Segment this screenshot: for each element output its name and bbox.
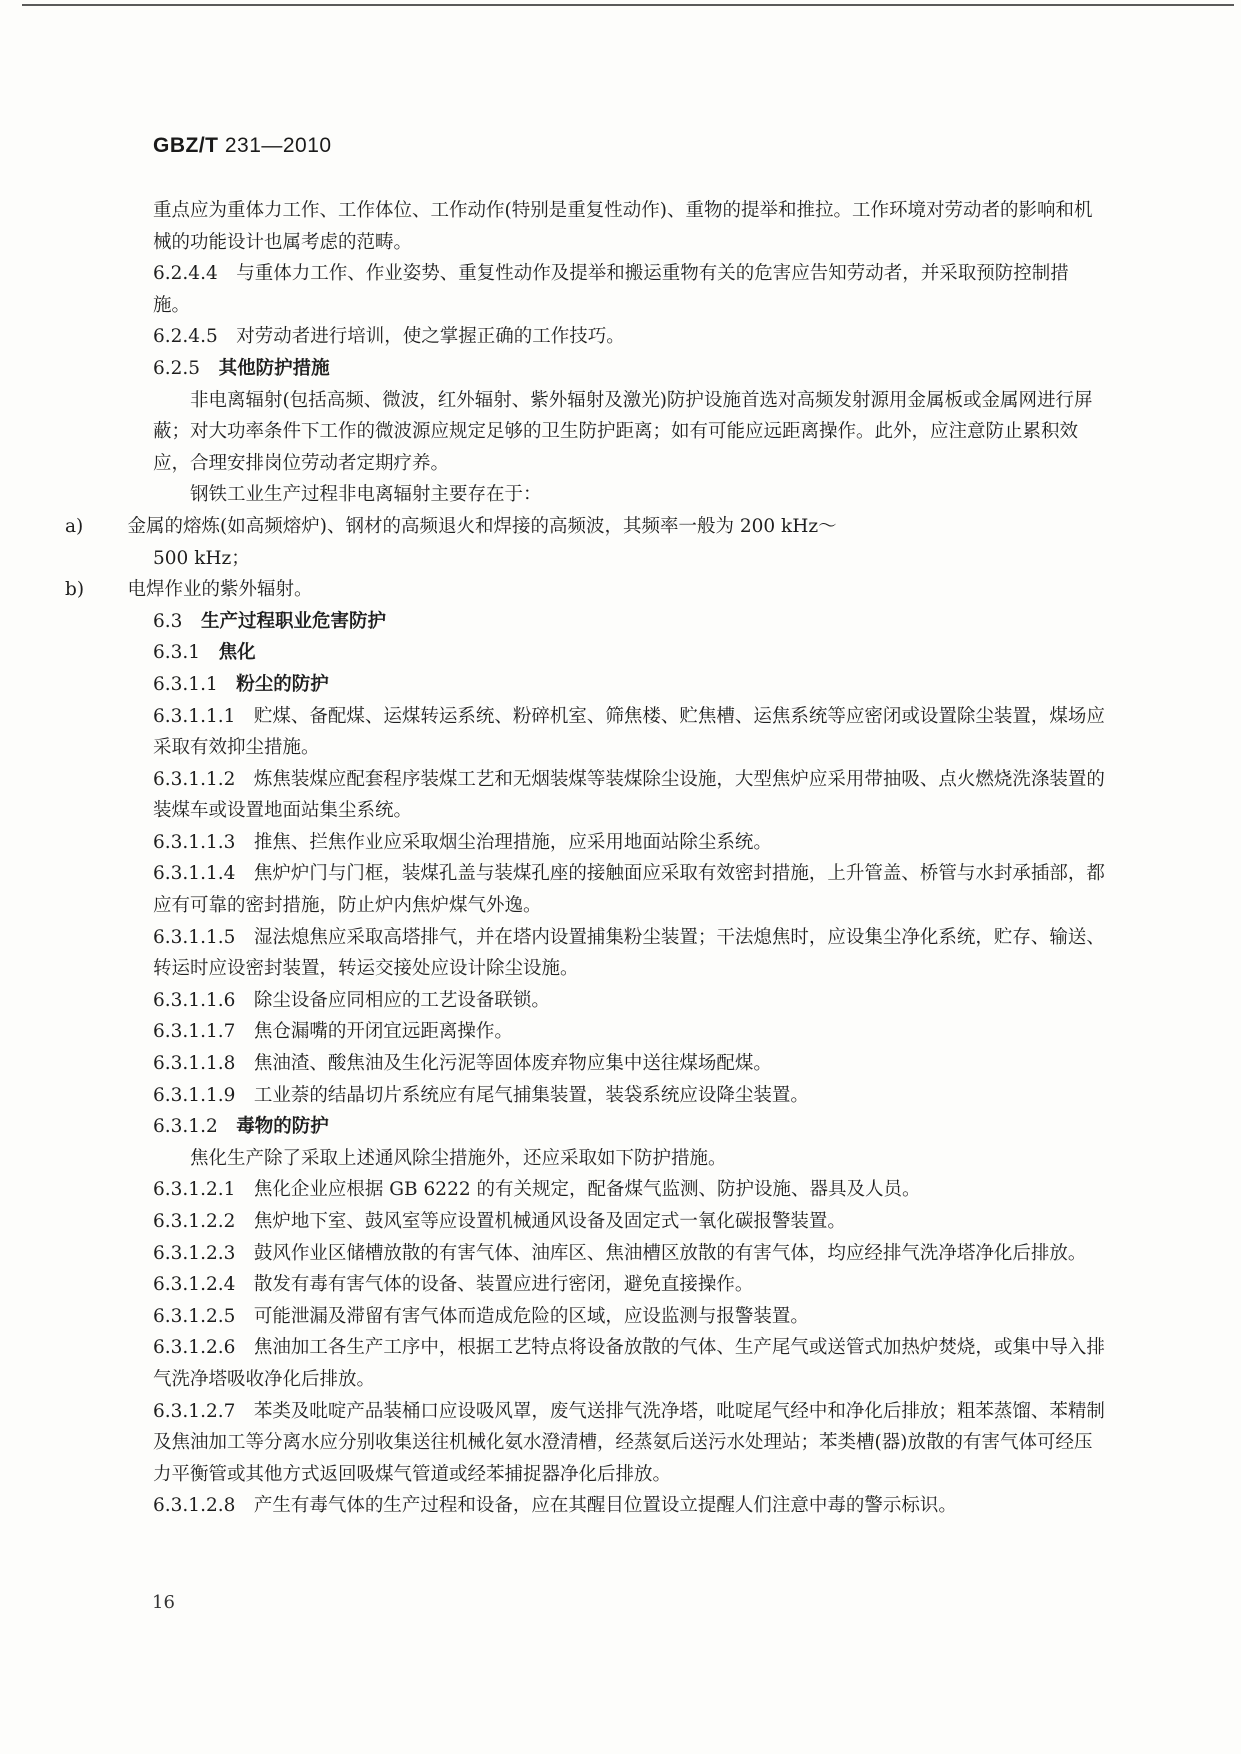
document-body [65,195,1105,1522]
heading-6-3-1-2 [153,1111,1105,1143]
paragraph-non-ionizing-radiation [153,385,1105,480]
clause-number: 6.3.1.1.8 [153,1053,236,1075]
clause-text: 散发有毒有害气体的设备、装置应进行密闭，避免直接操作。 [253,1274,754,1296]
top-rule [22,4,1234,6]
paragraph-text: 非电离辐射(包括高频、微波，红外辐射、紫外辐射及激光)防护设施首选对高频发射源用金属板或金属网进行屏蔽；对大功率条件下工作的微波源应规定足够的卫生防护距离；如有可能应远距离操作。此外，应注意防止累积效应，合理安排岗位劳动者定期疗养。 [153,389,1093,474]
clause-text: 焦炉地下室、鼓风室等应设置机械通风设备及固定式一氧化碳报警装置。 [253,1211,846,1232]
clause-text: 焦油渣、酸焦油及生化污泥等固体废弃物应集中送往煤场配煤。 [253,1053,772,1075]
paragraph-text: 重点应为重体力工作、工作体位、工作动作(特别是重复性动作)、重物的提举和推拉。工作环境对劳动者的影响和机械的功能设计也属考虑的范畴。 [153,200,1093,253]
heading-text: 生产过程职业危害防护 [200,610,386,632]
clause-number: 6.3.1.1.5 [153,926,236,948]
heading-text: 毒物的防护 [236,1116,329,1138]
clause-6-3-1-1-2 [153,764,1105,827]
clause-number: 6.3.1.1 [153,673,218,695]
clause-text: 贮煤、备配煤、运煤转运系统、粉碎机室、筛焦楼、贮焦槽、运焦系统等应密闭或设置除尘装置，煤场应采取有效抑尘措施。 [153,705,1105,759]
paragraph-text: 钢铁工业生产过程非电离辐射主要存在于： [190,484,542,506]
clause-number: 6.3.1.2.8 [153,1495,236,1517]
clause-6-3-1-2-7 [153,1396,1105,1491]
clause-number: 6.2.5 [153,357,201,379]
heading-6-3-1 [153,637,1105,669]
clause-text: 工业萘的结晶切片系统应有尾气捕集装置，装袋系统应设降尘装置。 [253,1084,809,1106]
clause-6-2-4-5 [153,321,1105,353]
clause-6-3-1-2-8 [153,1490,1105,1522]
list-item-b: b) 电焊作业的紫外辐射。 [65,579,313,601]
clause-text: 鼓风作业区储槽放散的有害气体、油库区、焦油槽区放散的有害气体，均应经排气洗净塔净化后排放。 [253,1242,1087,1264]
paragraph-continuation [153,195,1105,258]
clause-6-3-1-1-5 [153,922,1105,985]
clause-number: 6.3.1.1.1 [153,705,236,727]
clause-number: 6.3.1.1.9 [153,1084,236,1106]
heading-text: 粉尘的防护 [236,673,329,695]
clause-number: 6.3.1.2.2 [153,1211,236,1232]
heading-text: 其他防护措施 [218,357,330,379]
heading-text: 焦化 [218,642,256,664]
clause-number: 6.3.1.2.5 [153,1305,236,1327]
list-item-a: a) 金属的熔炼(如高频熔炉)、钢材的高频退火和焊接的高频波，其频率一般为 200 kHz～ [65,515,837,537]
clause-text: 焦仓漏嘴的开闭宜远距离操作。 [253,1021,513,1043]
standard-code-prefix: GBZ/T [153,134,219,157]
list-item-text: 金属的熔炼(如高频熔炉)、钢材的高频退火和焊接的高频波，其频率一般为 200 kHz～ [127,515,837,537]
clause-number: 6.3.1.2 [153,1116,218,1138]
clause-text: 与重体力工作、作业姿势、重复性动作及提举和搬运重物有关的危害应告知劳动者，并采取预防控制措施。 [153,263,1069,316]
clause-6-3-1-1-8 [153,1048,1105,1080]
clause-text: 除尘设备应同相应的工艺设备联锁。 [253,989,550,1011]
clause-number: 6.3 [153,610,183,632]
clause-number: 6.3.1.1.2 [153,768,236,790]
clause-6-3-1-2-6 [153,1332,1105,1395]
paragraph-text: 焦化生产除了采取上述通风除尘措施外，还应采取如下防护措施。 [190,1147,727,1169]
clause-6-3-1-1-7 [153,1016,1105,1048]
clause-text: 焦化企业应根据 GB 6222 的有关规定，配备煤气监测、防护设施、器具及人员。 [253,1179,921,1201]
clause-6-3-1-1-3 [153,827,1105,859]
clause-number: 6.2.4.4 [153,263,218,285]
clause-6-3-1-1-6 [153,985,1105,1017]
clause-number: 6.3.1.2.6 [153,1337,236,1359]
clause-text: 湿法熄焦应采取高塔排气，并在塔内设置捕集粉尘装置；干法熄焦时，应设集尘净化系统，贮存、输送、转运时应设密封装置，转运交接处应设计除尘设施。 [153,926,1105,980]
clause-number: 6.3.1.2.1 [153,1179,236,1201]
clause-6-3-1-2-5 [153,1301,1105,1333]
clause-6-3-1-2-2 [153,1206,1105,1238]
clause-number: 6.2.4.5 [153,326,218,348]
clause-6-3-1-2-4 [153,1269,1105,1301]
heading-6-3-1-1 [153,669,1105,701]
clause-number: 6.3.1.2.7 [153,1400,236,1422]
clause-6-3-1-2-1 [153,1174,1105,1206]
clause-text: 对劳动者进行培训，使之掌握正确的工作技巧。 [236,326,625,348]
list-item-text: 500 kHz； [153,547,250,569]
standard-code-number: 231—2010 [224,134,332,157]
clause-text: 炼焦装煤应配套程序装煤工艺和无烟装煤等装煤除尘设施，大型焦炉应采用带抽吸、点火燃烧洗涤装置的装煤车或设置地面站集尘系统。 [153,768,1105,822]
clause-number: 6.3.1.2.3 [153,1242,236,1264]
heading-6-3 [153,606,1105,638]
clause-number: 6.3.1.1.7 [153,1021,236,1043]
clause-number: 6.3.1.2.4 [153,1274,236,1296]
clause-6-3-1-1-1 [153,701,1105,764]
list-item-a-continuation [153,543,1105,575]
page-number: 16 [152,1592,175,1613]
clause-text: 产生有毒气体的生产过程和设备，应在其醒目位置设立提醒人们注意中毒的警示标识。 [253,1495,957,1517]
clause-text: 焦油加工各生产工序中，根据工艺特点将设备放散的气体、生产尾气或送管式加热炉焚烧，或集中导入排气洗净塔吸收净化后排放。 [153,1337,1105,1390]
paragraph-coking-toxic-intro [153,1143,1105,1175]
clause-6-3-1-1-4 [153,858,1105,921]
clause-text: 焦炉炉门与门框，装煤孔盖与装煤孔座的接触面应采取有效密封措施，上升管盖、桥管与水封承插部，都应有可靠的密封措施，防止炉内焦炉煤气外逸。 [153,863,1105,917]
paragraph-radiation-sources-intro [153,479,1105,511]
clause-text: 苯类及吡啶产品装桶口应设吸风罩，废气送排气洗净塔，吡啶尾气经中和净化后排放；粗苯蒸馏、苯精制及焦油加工等分离水应分别收集送往机械化氨水澄清槽，经蒸氨后送污水处理站；苯类槽(器)放散的有害气体可经压力平衡管或其他方式返回吸煤气管道或经苯捕捉器净化后排放。 [153,1400,1105,1485]
clause-6-2-4-4 [153,258,1105,321]
clause-text: 可能泄漏及滞留有害气体而造成危险的区域，应设监测与报警装置。 [253,1305,809,1327]
clause-number: 6.3.1 [153,642,201,664]
clause-number: 6.3.1.1.3 [153,831,236,853]
clause-number: 6.3.1.1.4 [153,863,236,885]
clause-6-3-1-2-3 [153,1238,1105,1270]
clause-text: 推焦、拦焦作业应采取烟尘治理措施，应采用地面站除尘系统。 [253,831,772,853]
heading-6-2-5 [153,353,1105,385]
list-item-text: 电焊作业的紫外辐射。 [127,579,313,601]
standard-code [153,134,332,158]
clause-number: 6.3.1.1.6 [153,989,236,1011]
clause-6-3-1-1-9 [153,1080,1105,1112]
